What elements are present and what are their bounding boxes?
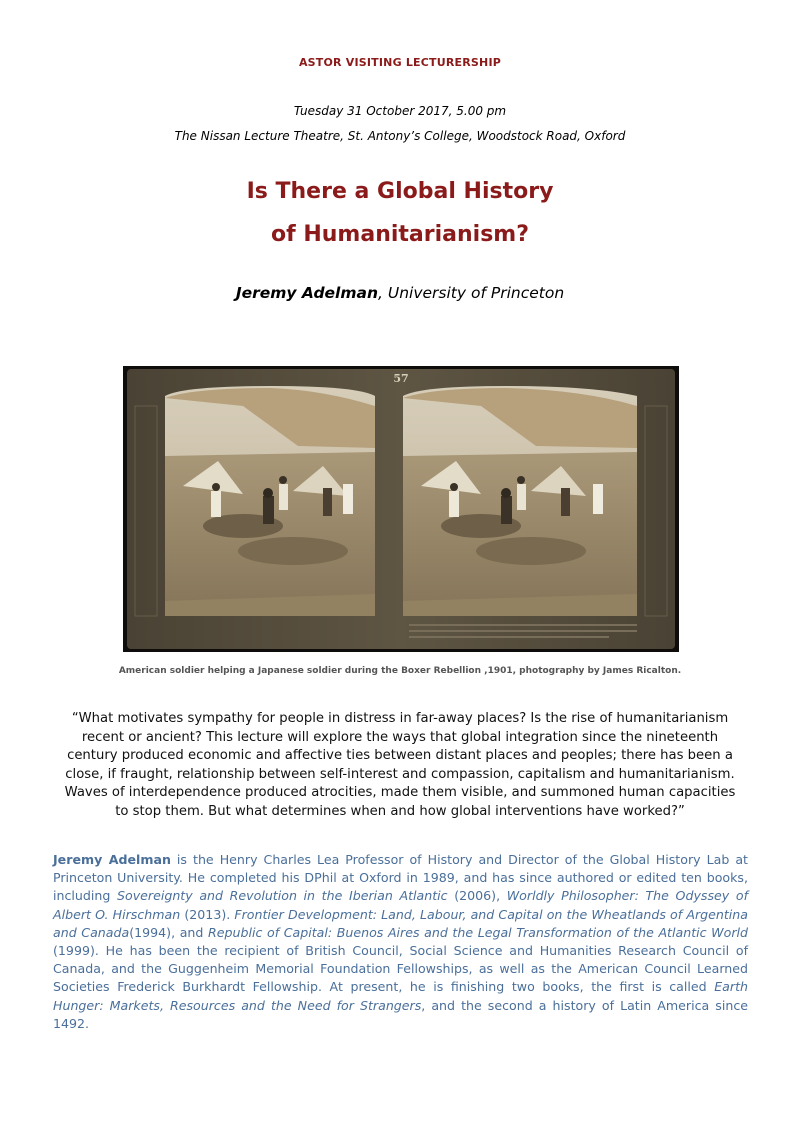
bio-book-title: Frontier Development: Land, Labour, and Capital on the Wheatlands of Argentina and Canada (53, 906, 748, 940)
bio-text-1: is the Henry Charles Lea Professor of History and Director of the Global History Lab at Princeton University. He completed his DPhil at Oxford in 1989, and has since authored or edited ten books, including (53, 852, 748, 904)
bio-text-4: (1994), and (129, 924, 208, 940)
lecture-abstract-quote: “What motivates sympathy for people in distress in far-away places? Is the rise of humanitarianism recent or ancient? This lecture will explore the ways that global integration since the nineteenth century produced economic and affective ties between distant places and peoples; there has been a close, if fraught, relationship between self-interest and compassion, capitalism and humanitarianism. Waves of interdependence produced atrocities, made them visible, and summoned human capacities to stop them. But what determines when and how global interventions have worked?” (64, 711, 736, 819)
bio-book-title: Sovereignty and Revolution in the Iberian Atlantic (117, 888, 448, 904)
series-heading: ASTOR VISITING LECTURERSHIP (298, 56, 502, 69)
bio-text-2: (2006), (447, 888, 507, 904)
bio-text-6: , and the second a history of Latin America since 1492. (53, 997, 748, 1031)
stereograph-photo (123, 366, 679, 652)
speaker-affiliation: , University of Princeton (378, 284, 565, 302)
speaker-name: Jeremy Adelman (235, 284, 379, 302)
bio-book-title: Worldly Philosopher: The Odyssey of Albert O. Hirschman (53, 888, 749, 922)
card-legend-line-1 (409, 624, 637, 626)
bio-book-title: Republic of Capital: Buenos Aires and the Legal Transformation of the Atlantic World (208, 924, 748, 940)
photo-caption: American soldier helping a Japanese soldier during the Boxer Rebellion ,1901, photography by James Ricalton. (118, 666, 682, 676)
bio-name: Jeremy Adelman (53, 852, 171, 867)
card-legend-line-3 (409, 636, 609, 638)
left-frame (165, 386, 375, 616)
bio-book-title: Earth Hunger: Markets, Resources and the Need for Strangers (53, 979, 748, 1013)
card-legend-line-2 (409, 630, 637, 632)
speaker-line (0, 284, 800, 302)
event-date: Tuesday 31 October 2017, 5.00 pm (293, 104, 507, 118)
card-number: 57 (393, 372, 409, 385)
right-frame (403, 386, 637, 616)
event-venue: The Nissan Lecture Theatre, St. Antony’s College, Woodstock Road, Oxford (174, 129, 626, 143)
lecture-title-line-1: Is There a Global History (246, 179, 554, 204)
lecture-title-line-2: of Humanitarianism? (271, 222, 529, 247)
speaker-biography (53, 851, 748, 1033)
bio-text-5: (1999). He has been the recipient of British Council, Social Science and Humanities Research Council of Canada, and the Guggenheim Memorial Foundation Fellowships, as well as the American Council Learned Societies Frederick Burkhardt Fellowship. At present, he is finishing two books, the first is called (53, 943, 748, 995)
stereograph-photo-icon (123, 366, 679, 652)
bio-text-3: (2013). (180, 906, 235, 922)
